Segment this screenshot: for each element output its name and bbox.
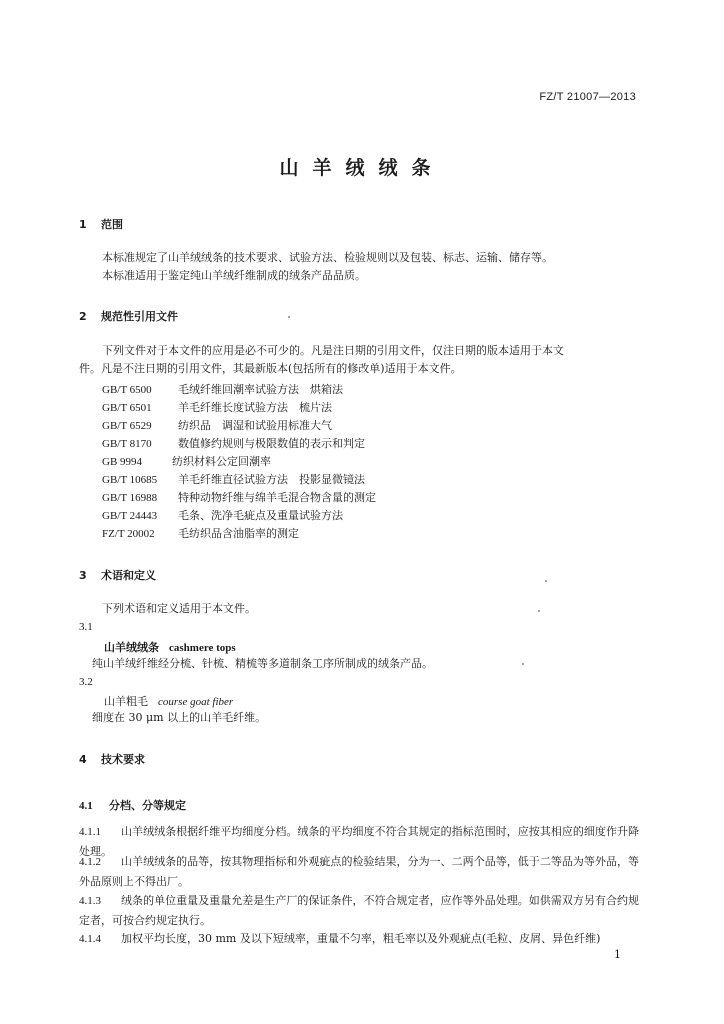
- reference-item: GB/T 6500 毛绒纤维回潮率试验方法 烘箱法: [102, 383, 343, 396]
- clause-4-1-3: [79, 891, 639, 931]
- page-number: 1: [614, 948, 621, 961]
- section-title: 范围: [101, 218, 123, 231]
- section-number: 1: [79, 218, 87, 231]
- clause-text: 山羊绒绒条的品等，按其物理指标和外观疵点的检验结果，分为一、二两个品等，低于二等品为等外品，等外品原则上不得出厂。: [79, 855, 639, 888]
- clause-4-1-2: [79, 852, 639, 892]
- section-title: 技术要求: [101, 753, 145, 766]
- references-intro-line-2: 件。凡是不注日期的引用文件，其最新版本(包括所有的修改单)适用于本文件。: [79, 362, 462, 375]
- clause-number: 4.1.4: [79, 933, 101, 945]
- document-title: 山羊绒绒条: [279, 157, 445, 179]
- section-1-heading: [79, 216, 123, 232]
- references-intro-line-1: 下列文件对于本文件的应用是必不可少的。凡是注日期的引用文件，仅注日期的版本适用于本文: [102, 344, 564, 357]
- clause-4-1-4: [79, 929, 639, 949]
- scan-speck: [288, 316, 290, 318]
- reference-item: GB/T 6501 羊毛纤维长度试验方法 梳片法: [102, 401, 332, 414]
- subsection-title: 分档、分等规定: [109, 799, 186, 812]
- term-number: 3.2: [79, 676, 93, 688]
- reference-item: GB/T 24443 毛条、洗净毛疵点及重量试验方法: [102, 509, 343, 522]
- clause-text: 加权平均长度，30 mm 及以下短绒率，重量不匀率，粗毛率以及外观疵点(毛粒、皮屑、异色纤维): [121, 932, 601, 945]
- term-definition: 纯山羊绒纤维经分梳、针梳、精梳等多道制条工序所制成的绒条产品。: [92, 657, 433, 670]
- subsection-4-1-heading: [79, 797, 186, 813]
- section-2-heading: [79, 308, 178, 324]
- term-en: cashmere tops: [169, 642, 236, 654]
- term-cn: 山羊粗毛: [104, 695, 148, 708]
- term-heading: [104, 639, 236, 655]
- reference-item: GB/T 6529 纺织品 调湿和试验用标准大气: [102, 419, 332, 432]
- reference-item: GB 9994 纺织材料公定回潮率: [102, 455, 271, 468]
- reference-item: GB/T 10685 羊毛纤维直径试验方法 投影显微镜法: [102, 473, 365, 486]
- section-4-heading: [79, 751, 145, 767]
- standard-code: FZ/T 21007—2013: [539, 91, 636, 103]
- scan-speck: [538, 610, 540, 612]
- scope-paragraph-1: 本标准规定了山羊绒绒条的技术要求、试验方法、检验规则以及包装、标志、运输、储存等。: [102, 251, 553, 264]
- section-number: 4: [79, 753, 87, 766]
- term-cn: 山羊绒绒条: [104, 641, 159, 654]
- scan-speck: [545, 580, 547, 582]
- term-definition: 细度在 30 μm 以上的山羊毛纤维。: [92, 711, 267, 724]
- term-heading: [104, 693, 233, 709]
- section-3-heading: [79, 567, 156, 583]
- section-title: 术语和定义: [101, 569, 156, 582]
- clause-number: 4.1.3: [79, 895, 101, 907]
- section-title: 规范性引用文件: [101, 310, 178, 323]
- scan-speck: [522, 663, 524, 665]
- terms-intro: 下列术语和定义适用于本文件。: [102, 602, 256, 615]
- section-number: 3: [79, 569, 87, 582]
- clause-number: 4.1.1: [79, 826, 101, 838]
- subsection-number: 4.1: [79, 800, 93, 812]
- scope-paragraph-2: 本标准适用于鉴定纯山羊绒纤维制成的绒条产品品质。: [102, 269, 366, 282]
- clause-text: 绒条的单位重量及重量允差是生产厂的保证条件，不符合规定者，应作等外品处理。如供需双方另有合约规定者，可按合约规定执行。: [79, 894, 639, 927]
- clause-text: 山羊绒绒条根据纤维平均细度分档。绒条的平均细度不符合其规定的指标范围时，应按其相应的细度作升降处理。: [79, 825, 639, 858]
- term-en: course goat fiber: [158, 696, 234, 708]
- term-number: 3.1: [79, 621, 93, 633]
- reference-item: GB/T 8170 数值修约规则与极限数值的表示和判定: [102, 437, 365, 450]
- reference-item: GB/T 16988 特种动物纤维与绵羊毛混合物含量的测定: [102, 491, 376, 504]
- clause-number: 4.1.2: [79, 856, 101, 868]
- reference-item: FZ/T 20002 毛纺织品含油脂率的测定: [102, 527, 299, 540]
- section-number: 2: [79, 310, 87, 323]
